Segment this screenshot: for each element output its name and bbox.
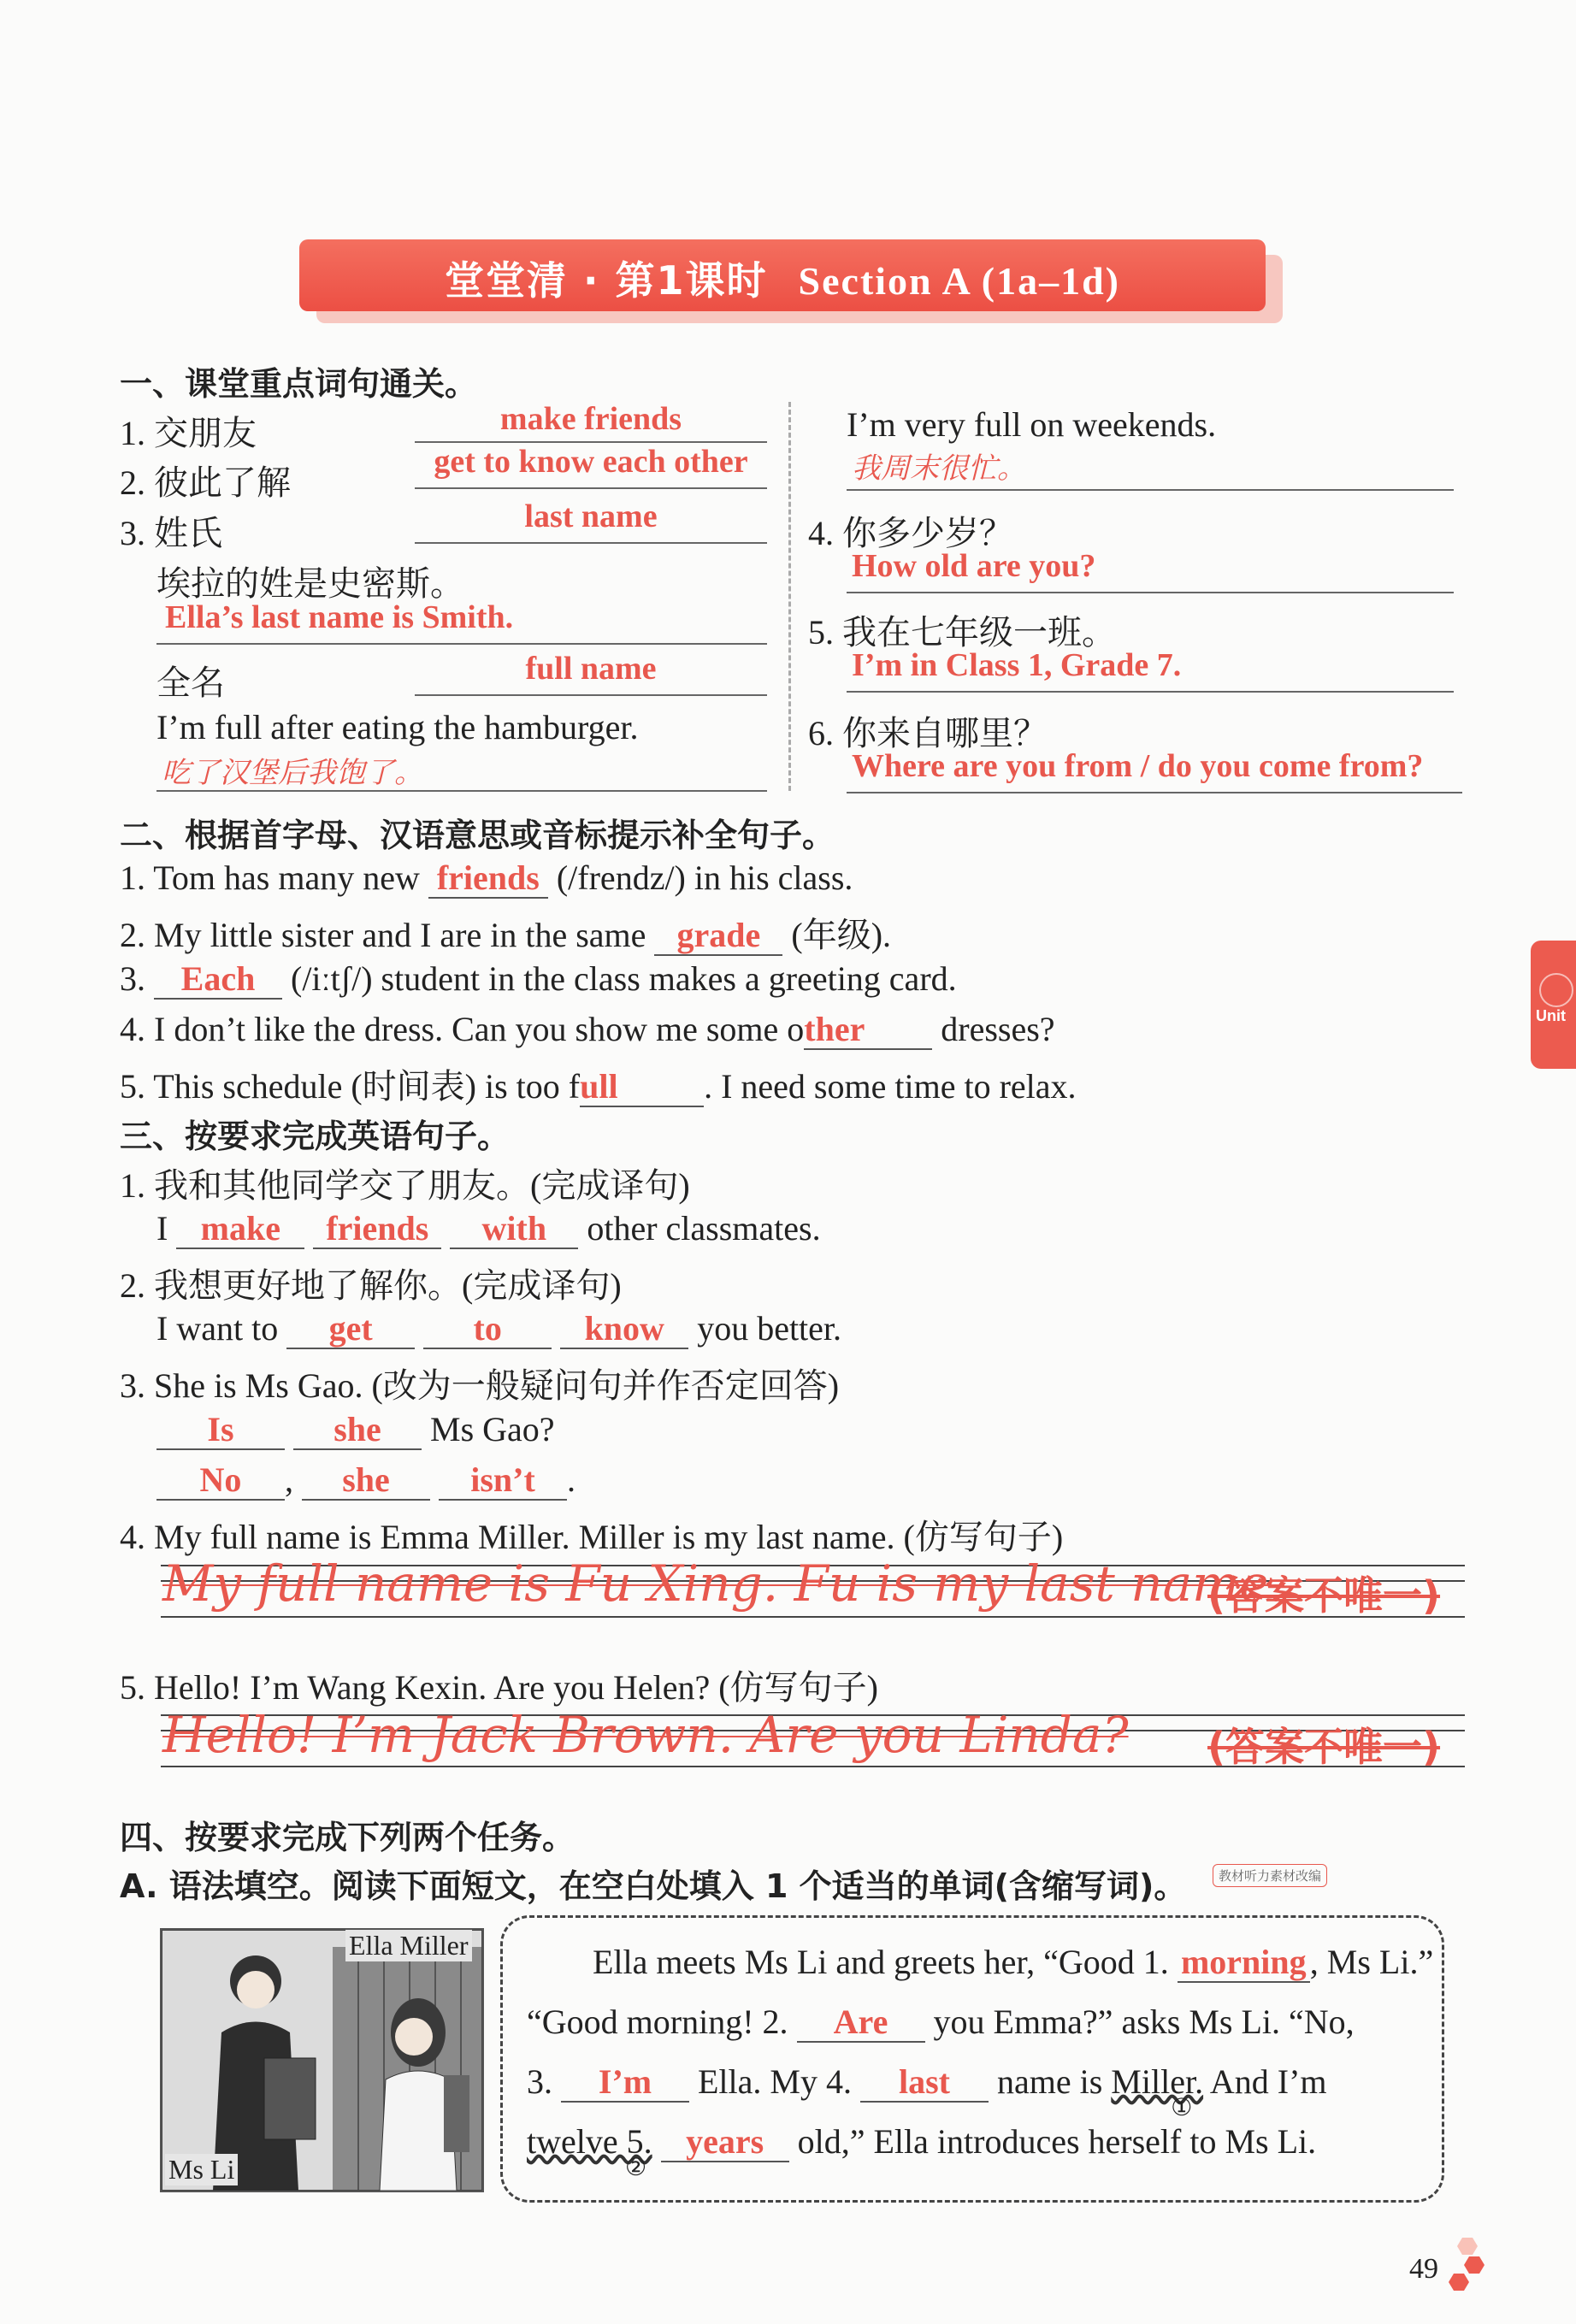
p2-s2-pre: 2. My little sister and I are in the same xyxy=(120,916,655,954)
story-a5: years xyxy=(661,2123,789,2162)
p2-s2 xyxy=(120,908,891,957)
banner-main: 堂堂清 · 第1课时 xyxy=(444,257,768,304)
title-banner xyxy=(299,239,1266,311)
p3-q3-answer2: No , she isn’t . xyxy=(156,1460,576,1501)
unit-side-tab xyxy=(1531,941,1576,1069)
story-line2 xyxy=(527,2002,1355,2043)
illustration-image xyxy=(160,1928,484,2192)
p3-q4: 4. My full name is Emma Miller. Miller is my last name. (仿写句子) xyxy=(120,1518,1064,1556)
story-miller xyxy=(1111,2062,1204,2121)
story-l1-post: , Ms Li.” xyxy=(1309,1943,1434,1981)
p3-q1-answer xyxy=(156,1208,821,1249)
p2-s1-pre: 1. Tom has many new xyxy=(120,858,428,897)
p3-q3-mid: Ms Gao? xyxy=(430,1410,555,1448)
p3-q1-a3: with xyxy=(450,1210,578,1249)
p3-q2-answer xyxy=(156,1308,841,1349)
mark-2: ② xyxy=(625,2155,647,2181)
p1-q2: 2. 彼此了解 xyxy=(120,463,291,502)
part4-subA: A. 语法填空。阅读下面短文，在空白处填入 1 个适当的单词(含缩写词)。 xyxy=(120,1867,1187,1905)
p3-q1-a2: friends xyxy=(313,1210,441,1249)
p3-q5-answer: Hello! I’m Jack Brown. Are you Linda? xyxy=(162,1706,1129,1764)
hexagon-decoration-icon xyxy=(1445,2236,1488,2304)
p3-q3-b1: No xyxy=(156,1461,285,1501)
mark-1: ① xyxy=(1171,2095,1193,2121)
banner-section: Section A (1a–1d) xyxy=(798,259,1120,303)
p1-right-a: 我周末很忙。 xyxy=(852,451,1026,486)
story-a2: Are xyxy=(797,2003,925,2043)
part2-heading: 二、根据首字母、汉语意思或音标提示补全句子。 xyxy=(120,817,835,854)
p1-a4: How old are you? xyxy=(852,548,1096,584)
banner-text xyxy=(299,250,1266,306)
p3-q2-pre: I want to xyxy=(156,1309,279,1348)
story-a4: last xyxy=(860,2063,989,2103)
p1-a6: Where are you from / do you come from? xyxy=(852,748,1424,784)
story-l3-mid: Ella. My 4. xyxy=(698,2062,852,2101)
page-number: 49 xyxy=(1409,2253,1438,2285)
p2-s5-ans: ull xyxy=(580,1068,704,1107)
story-l3-pre: 3. xyxy=(527,2062,552,2101)
p1-right-line xyxy=(847,445,1454,491)
p2-s1-post: (/frendz/) in his class. xyxy=(547,858,853,897)
label-ms-li: Ms Li xyxy=(165,2154,238,2185)
p3-q1-a1: make xyxy=(176,1210,304,1249)
p3-q4-answer: My full name is Fu Xing. Fu is my last name. xyxy=(162,1554,1284,1613)
p3-q3-b3: isn’t xyxy=(439,1461,567,1501)
story-line1 xyxy=(593,1942,1433,1983)
p2-s5 xyxy=(120,1059,1077,1108)
p1-ella-line xyxy=(156,599,767,645)
story-line3 xyxy=(527,2062,1327,2121)
p3-q5: 5. Hello! I’m Wang Kexin. Are you Helen? (仿写句子) xyxy=(120,1668,878,1707)
unit-tab-label: Unit xyxy=(1536,1007,1566,1024)
p3-q3-a2: she xyxy=(293,1411,422,1450)
p2-s4-ans: ther xyxy=(804,1011,932,1050)
story-l3-post: name is xyxy=(996,2062,1103,2101)
p3-q2-a1: get xyxy=(286,1310,415,1349)
illustration-svg xyxy=(162,1930,482,2191)
p1-a1-line xyxy=(415,400,767,443)
story-l2-post: you Emma?” asks Ms Li. “No, xyxy=(933,2003,1355,2041)
p2-s4-post: dresses? xyxy=(932,1010,1055,1048)
part3-heading: 三、按要求完成英语句子。 xyxy=(120,1118,511,1155)
story-line4 xyxy=(527,2121,1317,2181)
p3-q5-note: (答案不唯一) xyxy=(1207,1724,1441,1770)
story-l1-pre: Ella meets Ms Li and greets her, “Good 1. xyxy=(593,1943,1169,1981)
unit-emblem-icon xyxy=(1539,973,1573,1007)
p1-q1: 1. 交朋友 xyxy=(120,414,257,452)
p3-q3-answer1 xyxy=(156,1409,555,1450)
p1-a2: get to know each other xyxy=(434,444,748,480)
p1-fullname-q: 全名 xyxy=(156,664,225,702)
story-l3-end: And I’m xyxy=(1209,2062,1327,2101)
p2-s3-post: (/iːtʃ/) student in the class makes a greeting card. xyxy=(282,959,957,998)
p3-q1-pre: I xyxy=(156,1209,168,1248)
p2-s5-pre: 5. This schedule (时间表) is too f xyxy=(120,1067,581,1106)
p1-a3-line xyxy=(415,498,767,544)
p2-s5-post: . I need some time to relax. xyxy=(704,1067,1077,1106)
p2-s3-ans: Each xyxy=(154,960,282,1000)
story-l4-lead xyxy=(527,2122,652,2181)
story-l2-pre: “Good morning! 2. xyxy=(527,2003,788,2041)
p1-fullname-a: full name xyxy=(525,651,657,687)
p3-q2-post: you better. xyxy=(697,1309,842,1348)
p1-a3: last name xyxy=(524,498,658,534)
p3-q3-a1: Is xyxy=(156,1411,285,1450)
p1-ella-a: Ella’s last name is Smith. xyxy=(165,599,514,635)
p1-q4: 4. 你多少岁？ xyxy=(808,514,1013,552)
p1-a2-line xyxy=(415,443,767,489)
story-a3: I’m xyxy=(561,2063,689,2103)
part1-heading: 一、课堂重点词句通关。 xyxy=(120,365,478,403)
p1-full-sentence: I’m full after eating the hamburger. xyxy=(156,708,639,746)
p1-full-sentence-a: 吃了汉堡后我饱了。 xyxy=(162,756,423,790)
story-box xyxy=(500,1915,1444,2203)
p1-q6: 6. 你来自哪里？ xyxy=(808,714,1048,752)
p3-q2-a3: know xyxy=(560,1310,688,1349)
part4-heading: 四、按要求完成下列两个任务。 xyxy=(120,1819,576,1856)
p3-q1-post: other classmates. xyxy=(587,1209,821,1248)
p2-s1 xyxy=(120,858,853,899)
p1-a6-line xyxy=(847,747,1462,793)
story-miller-text: Miller. xyxy=(1111,2062,1204,2101)
p3-q4-note: (答案不唯一) xyxy=(1207,1572,1441,1619)
p3-q2-a2: to xyxy=(423,1310,552,1349)
column-divider xyxy=(788,402,791,791)
p1-q3: 3. 姓氏 xyxy=(120,514,222,552)
p2-s3-pre: 3. xyxy=(120,959,154,998)
p1-ella-q: 埃拉的姓是史密斯。 xyxy=(156,564,464,603)
p1-a5-line xyxy=(847,646,1454,693)
source-stamp: 教材听力素材改编 xyxy=(1213,1864,1327,1887)
p1-full-sentence-line xyxy=(156,749,767,792)
p2-s2-ans: grade xyxy=(654,917,782,956)
p3-q2: 2. 我想更好地了解你。(完成译句) xyxy=(120,1266,622,1305)
story-a1: morning xyxy=(1178,1944,1310,1983)
p1-fullname-line xyxy=(415,650,767,696)
p3-q1: 1. 我和其他同学交了朋友。(完成译句) xyxy=(120,1166,690,1205)
p2-s1-ans: friends xyxy=(428,859,548,899)
p2-s4-pre: 4. I don’t like the dress. Can you show me some o xyxy=(120,1010,805,1048)
label-ella-miller: Ella Miller xyxy=(345,1930,472,1961)
p2-s3 xyxy=(120,959,957,1000)
p1-right-sentence: I’m very full on weekends. xyxy=(847,405,1217,444)
story-l4-pre: twelve 5. xyxy=(527,2122,652,2161)
p3-q3-b2: she xyxy=(302,1461,430,1501)
story-l4-post: old,” Ella introduces herself to Ms Li. xyxy=(797,2122,1317,2161)
p1-q5: 5. 我在七年级一班。 xyxy=(808,613,1116,652)
p1-a4-line xyxy=(847,547,1454,593)
p2-s4 xyxy=(120,1009,1055,1050)
p3-q3: 3. She is Ms Gao. (改为一般疑问句并作否定回答) xyxy=(120,1366,840,1405)
p2-s2-post: (年级). xyxy=(782,916,892,954)
p1-a1: make friends xyxy=(499,401,682,437)
p1-a5: I’m in Class 1, Grade 7. xyxy=(852,647,1182,683)
